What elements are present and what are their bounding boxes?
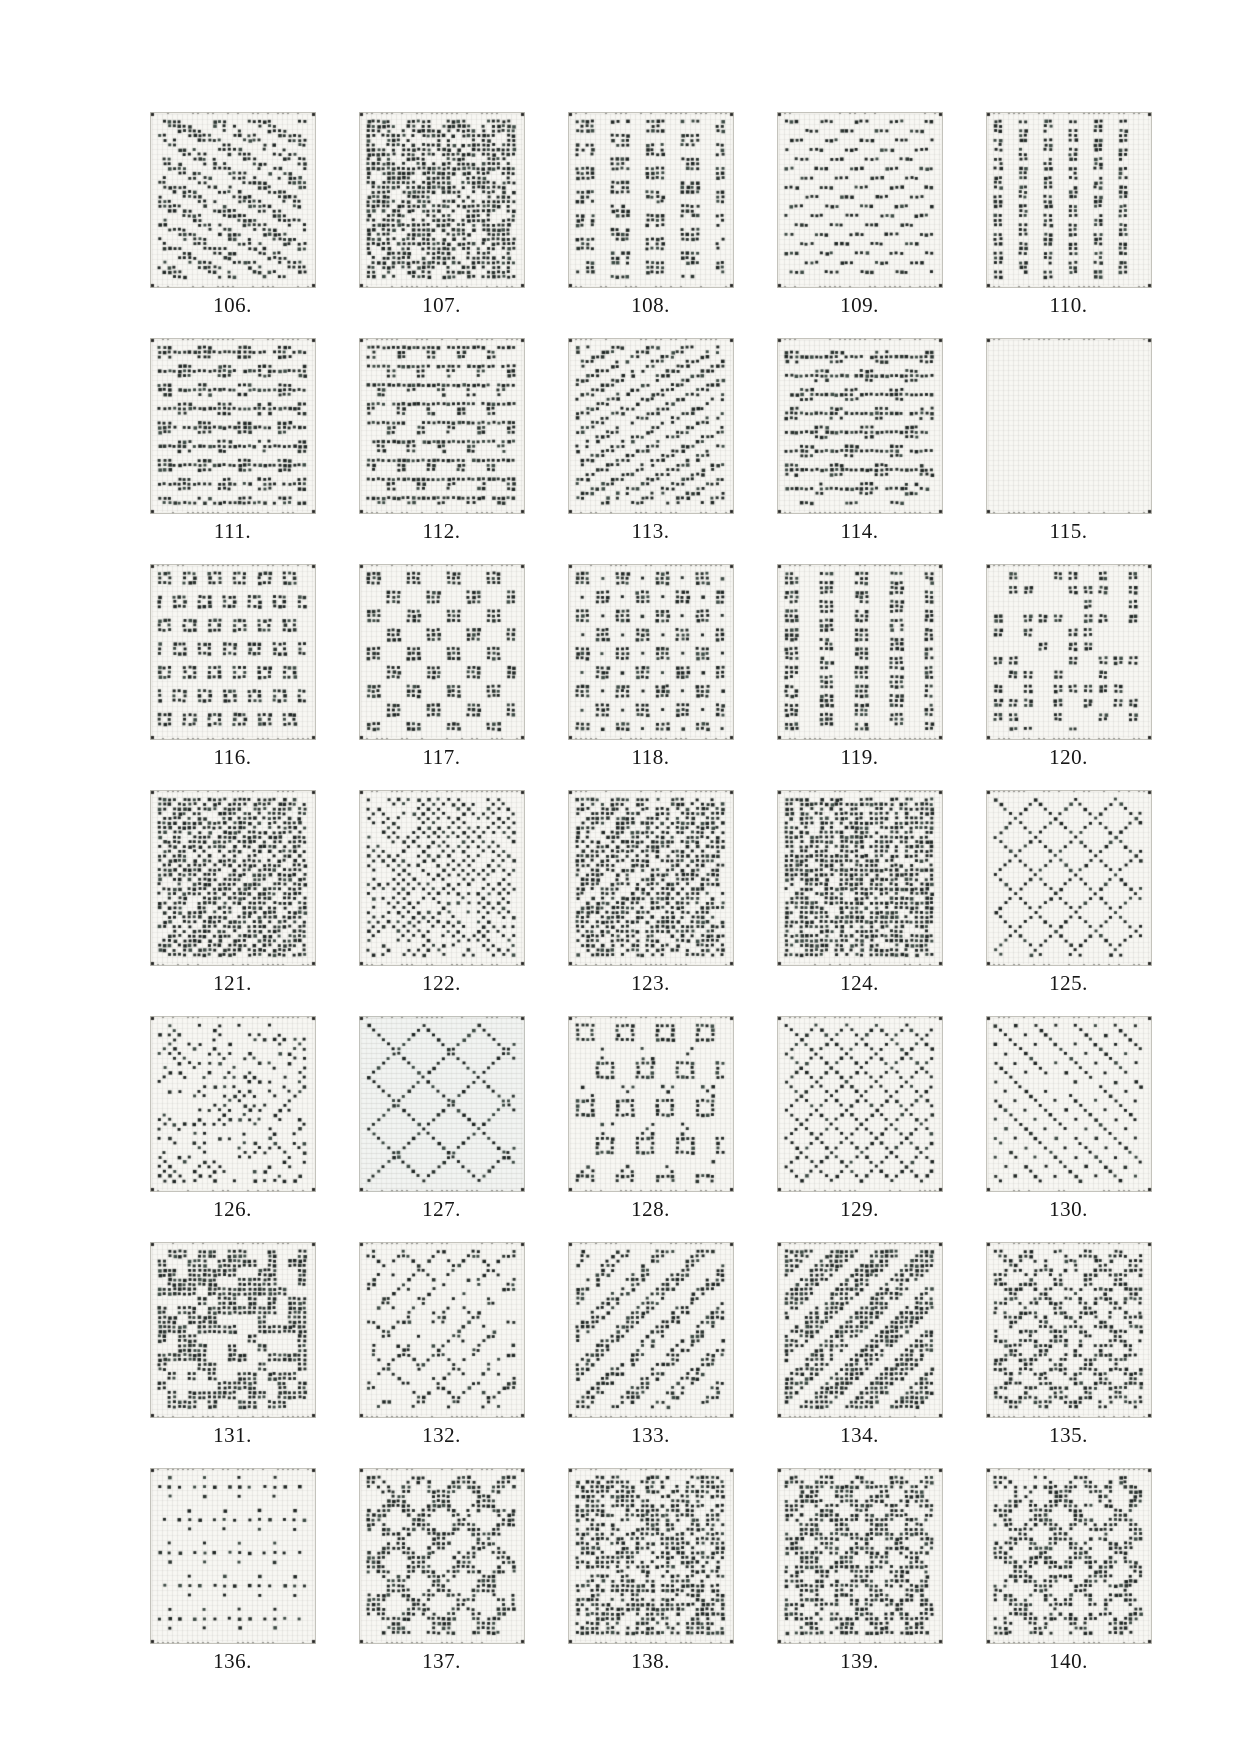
swatch-image-130 [986,1016,1152,1192]
swatch-cell-121 [128,776,337,1002]
swatch-image-122 [359,790,525,966]
swatch-cell-112 [337,324,546,550]
swatch-label: 123. [631,971,670,995]
swatch-label: 116. [213,745,252,769]
swatch-image-120 [986,564,1152,740]
swatch-image-126 [150,1016,316,1192]
swatch-image-124 [777,790,943,966]
swatch-cell-120 [964,550,1173,776]
swatch-label: 128. [631,1197,670,1221]
swatch-image-131 [150,1242,316,1418]
swatch-image-129 [777,1016,943,1192]
swatch-label: 139. [840,1649,879,1673]
swatch-label: 135. [1049,1423,1088,1447]
swatch-image-113 [568,338,734,514]
swatch-image-135 [986,1242,1152,1418]
swatch-cell-114 [755,324,964,550]
swatch-label: 114. [840,519,879,543]
swatch-cell-124 [755,776,964,1002]
swatch-image-108 [568,112,734,288]
swatch-cell-136 [128,1454,337,1680]
swatch-cell-135 [964,1228,1173,1454]
swatch-image-119 [777,564,943,740]
swatch-image-123 [568,790,734,966]
swatch-cell-131 [128,1228,337,1454]
swatch-image-132 [359,1242,525,1418]
swatch-cell-130 [964,1002,1173,1228]
swatch-cell-129 [755,1002,964,1228]
swatch-image-110 [986,112,1152,288]
swatch-label: 124. [840,971,879,995]
swatch-label: 108. [631,293,670,317]
swatch-label: 106. [213,293,252,317]
swatch-image-107 [359,112,525,288]
swatch-image-111 [150,338,316,514]
swatch-label: 134. [840,1423,879,1447]
swatch-image-116 [150,564,316,740]
swatch-image-139 [777,1468,943,1644]
swatch-image-117 [359,564,525,740]
swatch-cell-111 [128,324,337,550]
swatch-grid [128,98,1173,1680]
swatch-label: 113. [631,519,670,543]
swatch-image-128 [568,1016,734,1192]
swatch-cell-107 [337,98,546,324]
swatch-label: 140. [1049,1649,1088,1673]
swatch-label: 131. [213,1423,252,1447]
swatch-label: 122. [422,971,461,995]
swatch-label: 110. [1049,293,1088,317]
swatch-label: 120. [1049,745,1088,769]
swatch-cell-138 [546,1454,755,1680]
swatch-label: 129. [840,1197,879,1221]
swatch-label: 115. [1049,519,1088,543]
swatch-image-138 [568,1468,734,1644]
swatch-image-112 [359,338,525,514]
swatch-label: 107. [422,293,461,317]
swatch-cell-109 [755,98,964,324]
swatch-label: 137. [422,1649,461,1673]
swatch-cell-108 [546,98,755,324]
swatch-image-127 [359,1016,525,1192]
swatch-image-121 [150,790,316,966]
swatch-label: 121. [213,971,252,995]
swatch-image-114 [777,338,943,514]
swatch-image-137 [359,1468,525,1644]
swatch-label: 112. [422,519,461,543]
swatch-label: 109. [840,293,879,317]
swatch-cell-128 [546,1002,755,1228]
swatch-cell-122 [337,776,546,1002]
swatch-cell-116 [128,550,337,776]
swatch-label: 132. [422,1423,461,1447]
swatch-label: 130. [1049,1197,1088,1221]
swatch-label: 125. [1049,971,1088,995]
swatch-cell-126 [128,1002,337,1228]
swatch-cell-119 [755,550,964,776]
swatch-cell-113 [546,324,755,550]
swatch-image-133 [568,1242,734,1418]
swatch-cell-125 [964,776,1173,1002]
swatch-label: 136. [213,1649,252,1673]
swatch-cell-139 [755,1454,964,1680]
swatch-cell-110 [964,98,1173,324]
swatch-image-136 [150,1468,316,1644]
swatch-image-109 [777,112,943,288]
swatch-label: 127. [422,1197,461,1221]
swatch-image-106 [150,112,316,288]
swatch-cell-137 [337,1454,546,1680]
swatch-cell-127 [337,1002,546,1228]
swatch-cell-117 [337,550,546,776]
swatch-cell-123 [546,776,755,1002]
swatch-label: 111. [213,519,252,543]
swatch-label: 126. [213,1197,252,1221]
swatch-image-134 [777,1242,943,1418]
swatch-image-118 [568,564,734,740]
swatch-image-115 [986,338,1152,514]
swatch-cell-133 [546,1228,755,1454]
swatch-cell-118 [546,550,755,776]
swatch-label: 118. [631,745,670,769]
swatch-image-140 [986,1468,1152,1644]
swatch-cell-134 [755,1228,964,1454]
swatch-label: 133. [631,1423,670,1447]
swatch-label: 119. [840,745,879,769]
swatch-cell-132 [337,1228,546,1454]
swatch-label: 138. [631,1649,670,1673]
swatch-cell-115 [964,324,1173,550]
swatch-cell-106 [128,98,337,324]
swatch-cell-140 [964,1454,1173,1680]
swatch-image-125 [986,790,1152,966]
swatch-label: 117. [422,745,461,769]
